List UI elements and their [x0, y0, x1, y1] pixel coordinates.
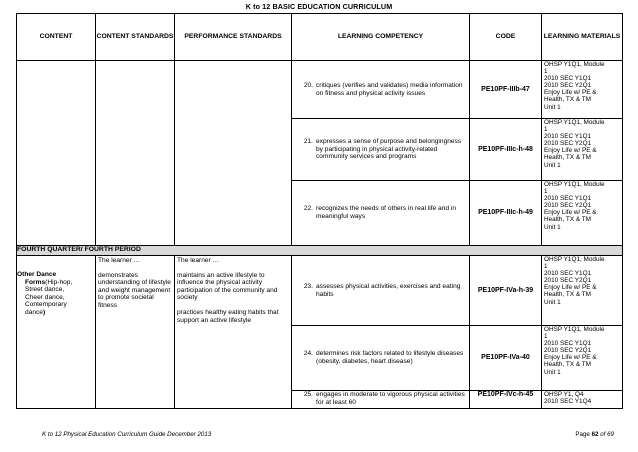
materials-cell — [542, 119, 623, 181]
material-line: Health, TX & TM — [544, 96, 591, 104]
content-item: Street dance, — [25, 286, 65, 294]
material-line: OHSP Y1Q1, Module — [544, 119, 605, 126]
content-item: dance — [25, 308, 43, 316]
competency-text: recognizes the needs of others in real life and in meaningful ways — [316, 205, 457, 220]
material-line: OHSP Y1, Q4 — [544, 391, 584, 398]
materials-cell — [542, 61, 623, 119]
material-line: 2010 SEC Y2Q1 — [544, 277, 592, 285]
competency-number: 23. — [303, 282, 313, 290]
competency-text: critiques (verifies and validates) media information on fitness and physical activity issues — [316, 81, 463, 97]
content-close-paren: ) — [42, 308, 46, 316]
header-code: CODE — [470, 14, 542, 61]
content-title: Other Dance — [17, 271, 57, 278]
material-line: 1 — [544, 333, 548, 341]
material-line: Enjoy Life w/ PE & — [544, 354, 597, 362]
page-current: 62 — [591, 431, 599, 438]
material-line: Enjoy Life w/ PE & — [544, 89, 597, 97]
learning-competency-cell — [292, 256, 470, 326]
materials-cell — [542, 256, 623, 326]
content-item: Cheer dance, — [25, 293, 65, 301]
materials-cell — [542, 181, 623, 246]
quarter-heading: FOURTH QUARTER/ FOURTH PERIOD — [17, 246, 623, 256]
code-cell: PE10PF-IVa-40 — [470, 326, 542, 391]
competency-text: determines risk factors related to lifestyle diseases (obesity, diabetes, heart disease) — [316, 350, 464, 365]
material-line: 2010 SEC Y1Q1 — [544, 195, 592, 203]
materials-cell — [542, 391, 623, 409]
material-line: Health, TX & TM — [544, 216, 591, 224]
learning-competency-cell — [292, 119, 470, 181]
competency-number: 21. — [303, 138, 313, 146]
competency-text: assesses physical activities, exercises and eating habits — [316, 282, 461, 298]
header-row — [17, 14, 623, 61]
page-total: of 69 — [600, 431, 614, 438]
page-label: Page — [575, 431, 590, 438]
learning-competency-cell — [292, 181, 470, 246]
material-line: Health, TX & TM — [544, 291, 591, 299]
material-line: 2010 SEC Y1Q4 — [544, 398, 592, 406]
material-line: 2010 SEC Y1Q1 — [544, 133, 592, 141]
learning-competency-cell — [292, 61, 470, 119]
content-cell — [17, 256, 96, 409]
material-line: 1 — [544, 68, 548, 76]
header-learning-competency: LEARNING COMPETENCY — [292, 14, 470, 61]
content-subtitle: (Hip-hop, — [45, 278, 73, 286]
header-learning-materials: LEARNING MATERIALS — [542, 14, 623, 61]
curriculum-table — [16, 13, 623, 409]
material-line: Unit 1 — [544, 161, 561, 169]
empty-content-cell — [17, 61, 96, 246]
material-line: OHSP Y1Q1, Module — [544, 61, 605, 68]
learning-competency-cell — [292, 391, 470, 409]
competency-text: engages in moderate to vigorous physical activities for at least 60 — [316, 391, 465, 406]
performance-standards-text: maintains an active lifestyle to influence the physical activity participation of the community and society — [177, 271, 278, 302]
material-line: Health, TX & TM — [544, 361, 591, 369]
footer-document-name: K to 12 Physical Education Curriculum Guide December 2013 — [42, 431, 212, 438]
material-line: Unit 1 — [544, 103, 561, 111]
material-line: 2010 SEC Y2Q1 — [544, 82, 592, 90]
content-standards-text: demonstrates understanding of lifestyle and weight management to promote societal fitness — [98, 271, 171, 309]
material-line: 2010 SEC Y2Q1 — [544, 347, 592, 355]
footer-page-number — [575, 431, 614, 438]
material-line: 1 — [544, 126, 548, 134]
empty-content-standards-cell — [96, 61, 175, 246]
code-cell: PE10PF-IVa-h-39 — [470, 256, 542, 326]
material-line: OHSP Y1Q1, Module — [544, 181, 605, 188]
material-line: Enjoy Life w/ PE & — [544, 147, 597, 155]
quarter-heading-row — [17, 246, 623, 256]
content-title-forms: Forms — [25, 278, 46, 286]
competency-number: 25. — [303, 391, 313, 398]
code-cell: PE10PF-IIIc-h-49 — [470, 181, 542, 246]
material-line: 1 — [544, 188, 548, 196]
competency-number: 20. — [303, 81, 313, 89]
content-item: Contemporary — [25, 301, 67, 309]
material-line: 2010 SEC Y1Q1 — [544, 75, 592, 83]
competency-number: 22. — [303, 205, 313, 213]
material-line: 2010 SEC Y1Q1 — [544, 340, 592, 348]
empty-performance-standards-cell — [175, 61, 292, 246]
competency-number: 24. — [303, 350, 313, 358]
material-line: 2010 SEC Y1Q1 — [544, 270, 592, 278]
code-cell: PE10PF-IVc-h-45 — [470, 391, 542, 409]
header-content-standards: CONTENT STANDARDS — [96, 14, 175, 61]
performance-standards-text: practices healthy eating habits that support an active lifestyle — [177, 308, 279, 324]
material-line: Enjoy Life w/ PE & — [544, 209, 597, 217]
material-line: Unit 1 — [544, 223, 561, 231]
code-cell: PE10PF-IIIb-47 — [470, 61, 542, 119]
document-title: K to 12 BASIC EDUCATION CURRICULUM — [245, 2, 393, 11]
code-cell: PE10PF-IIIc-h-48 — [470, 119, 542, 181]
content-standards-cell — [96, 256, 175, 409]
material-line: Unit 1 — [544, 368, 561, 376]
material-line: OHSP Y1Q1, Module — [544, 256, 605, 263]
performance-standards-cell — [175, 256, 292, 409]
learning-competency-cell — [292, 326, 470, 391]
header-performance-standards: PERFORMANCE STANDARDS — [175, 14, 292, 61]
content-standards-intro: The learner … — [98, 257, 141, 264]
header-content: CONTENT — [17, 14, 96, 61]
material-line: Unit 1 — [544, 298, 561, 306]
material-line: Health, TX & TM — [544, 154, 591, 162]
table-row — [17, 61, 623, 119]
material-line: 1 — [544, 263, 548, 271]
material-line: OHSP Y1Q1, Module — [544, 326, 605, 333]
material-line: Enjoy Life w/ PE & — [544, 284, 597, 292]
performance-standards-intro: The learner … — [177, 257, 220, 264]
table-row — [17, 256, 623, 326]
competency-text: expresses a sense of purpose and belongingness by participating in physical activity-related community services and programs — [316, 138, 462, 161]
material-line: 2010 SEC Y2Q1 — [544, 202, 592, 210]
material-line: 2010 SEC Y2Q1 — [544, 140, 592, 148]
materials-cell — [542, 326, 623, 391]
